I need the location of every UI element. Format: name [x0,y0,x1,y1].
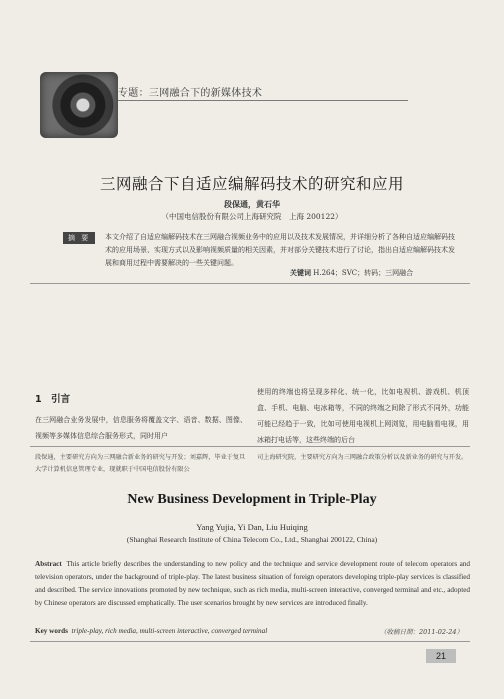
abstract-body-cn: 本文介绍了自适应编解码技术在三网融合视频业务中的应用以及技术发展情况，并详细分析了各种自适应编解码技术的应用场景、实现方式以及影响视频质量的相关因素，并对部分关键技术进行了讨论，指出自适应编解码技术发展和商用过程中需要解决的一些关键问题。 [105,233,455,267]
section-title-intro: 1 引言 [35,394,71,405]
abstract-label-en: Abstract [35,560,62,568]
abstract-en [35,558,470,610]
keywords-label-cn: 关键词 [290,269,311,277]
banner-title: 专题：三网融合下的新媒体技术 [118,88,263,99]
affiliation-en: (Shanghai Research Institute of China Telecom Co., Ltd., Shanghai 200122, China) [126,535,378,544]
keywords-value-en: triple-play, rich media, multi-screen interactive, converged terminal [71,627,268,635]
footnote-right: 司上海研究院，主要研究方向为三网融合政策分析以及新业务的研究与开发。 [257,454,468,461]
received-date: （收稿日期：2011-02-24） [380,628,463,636]
banner-divider [118,100,408,101]
banner-image [40,72,118,138]
page-number: 21 [426,649,456,663]
affiliation-cn: （中国电信股份有限公司上海研究院 上海 200122） [161,212,343,221]
intro-text-right: 使用的终端也将呈现多样化、统一化，比如电视机、游戏机、机顶盒、手机、电脑、电冰箱等，不同的终端之间除了形式不同外，功能可能已经趋于一致，比如可使用电视机上网浏览，用电脑看电视，用冰箱打电话等，这些终端的后台 [257,388,469,444]
article-title-cn: 三网融合下自适应编解码技术的研究和应用 [99,175,404,193]
footnote-left: 段保通，主要研究方向为三网融合新业务的研究与开发；刘嘉辉，毕业于复旦大学计算机信息管理专业，现就职于中国电信股份有限公 [35,454,246,473]
keywords-cn [290,268,413,278]
keywords-en [35,627,335,635]
keywords-value-cn: H.264；SVC；转码；三网融合 [313,269,414,277]
abstract-body-en: This article briefly describes the understanding to new policy and the technique and service development route of telecom operators and television operators, under the background of triple-play. The latest business situation of foreign operators developing triple-play services is classified and described. The service innovations promoted by new technique, such as rich media, multi-screen interactive, converged terminal and etc., adopted by Chinese operators are discussed emphatically. The user scenarios brought by new services are introduced finally. [35,560,470,607]
authors-cn: 段保通，黄石华 [224,199,280,209]
intro-text-left: 在三网融合业务发展中，信息服务将覆盖文字、语音、数据、图像、视频等多媒体信息综合服务形式，同时用户 [35,416,247,440]
section-divider [30,283,470,284]
authors-en: Yang Yujia, Yi Dan, Liu Huiqing [196,522,308,532]
abstract-label-cn: 摘 要 [63,232,95,244]
article-title-en: New Business Development in Triple-Play [127,492,377,507]
bottom-divider [30,641,470,642]
footnote-divider [30,446,470,447]
keywords-label-en: Key words [35,627,68,635]
